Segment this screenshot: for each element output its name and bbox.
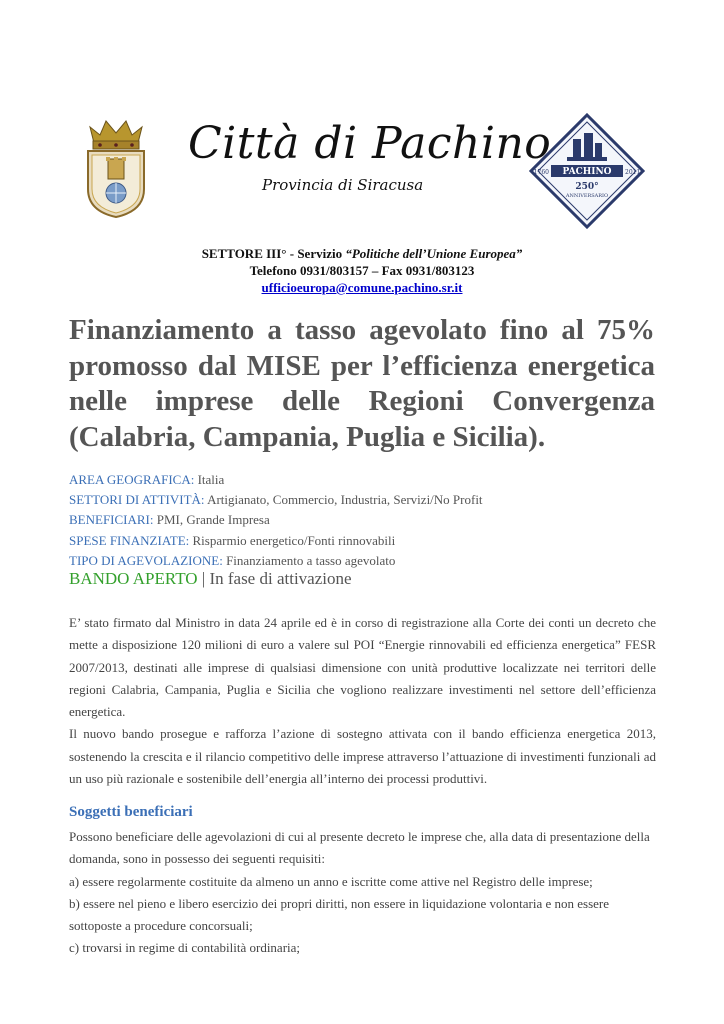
contact-block [0,245,724,296]
coat-of-arms-icon [80,113,152,221]
sector-line [0,245,724,262]
meta-value: Italia [194,472,225,487]
city-name: Città di Pachino [188,118,552,169]
badge-year-left: 1760 [533,169,549,176]
meta-sectors [69,490,669,510]
meta-label: TIPO DI AGEVOLAZIONE: [69,552,223,568]
body-paragraph: Il nuovo bando prosegue e rafforza l’azione di sostegno attivata con il bando efficienza energetica 2013, sostenendo la crescita e il rilancio competitivo delle imprese attraverso l’attuazione di investimenti funzionali ad un uso più razionale e sostenibile dell’energia all’interno dei processi produttivi. [69,726,656,787]
badge-year-right: 2011 [625,169,641,176]
meta-label: SPESE FINANZIATE: [69,532,190,548]
meta-value: Finanziamento a tasso agevolato [222,552,396,568]
meta-label: AREA GEOGRAFICA: [69,472,195,487]
beneficiaries-conditions [69,826,659,960]
meta-area [69,470,669,490]
meta-label: SETTORI DI ATTIVITÀ: [69,492,205,508]
condition-item: b) essere nel pieno e libero esercizio dei propri diritti, non essere in liquidazione volontaria e non essere sottoposte a procedure concorsuali; [69,895,610,934]
body-text [69,612,656,790]
meta-list [69,470,669,571]
meta-expenses [69,531,669,551]
condition-item: a) essere regolarmente costituite da almeno un anno e iscritte come attive nel Registro delle imprese; [69,873,593,889]
meta-label: BENEFICIARI: [69,512,154,528]
bando-detail: In fase di attivazione [209,569,352,588]
anniversary-badge-icon [529,113,645,229]
meta-value: PMI, Grande Impresa [153,512,270,528]
service-name: “Politiche dell’Unione Europea” [345,246,523,261]
province-subtitle: Provincia di Siracusa [262,176,424,194]
bando-open-label: BANDO APERTO [69,569,198,588]
sector-label: SETTORE III° - Servizio [201,246,346,261]
badge-anniversary-number: 250° [575,182,599,192]
body-paragraph: E’ stato firmato dal Ministro in data 24 aprile ed è in corso di registrazione alla Corte dei conti un decreto che mette a disposizione 120 milioni di euro a valere sul POI “Energie rinnovabili ed efficienza energetica” FESR 2007/2013, destinati alle imprese di qualsiasi dimensione con unità produttive localizzate nei territori delle regioni Calabria, Campania, Puglia e Sicilia che vogliono realizzare investimenti nel settore dell’efficienza energetica. [69,615,656,720]
conditions-intro: Possono beneficiare delle agevolazioni di cui al presente decreto le imprese che, alla data di presentazione della domanda, sono in possesso dei seguenti requisiti: [69,829,650,867]
meta-value: Risparmio energetico/Fonti rinnovabili [189,532,396,548]
badge-anniversary-label: ANNIVERSARIO [565,193,609,199]
email-link[interactable]: ufficioeuropa@comune.pachino.sr.it [261,280,463,295]
condition-item: c) trovarsi in regime di contabilità ordinaria; [69,940,301,956]
badge-name: PACHINO [562,167,612,177]
meta-aid-type [69,551,669,571]
bando-status [69,569,352,589]
meta-beneficiaries [69,510,669,530]
bando-separator: | [197,569,210,588]
document-title: Finanziamento a tasso agevolato fino al 75% promosso dal MISE per l’efficienza energetica nelle imprese delle Regioni Convergenza (Calabria, Campania, Puglia e Sicilia). [69,314,655,453]
beneficiaries-heading: Soggetti beneficiari [69,804,193,820]
meta-value: Artigianato, Commercio, Industria, Servizi/No Profit [204,492,483,508]
phone-fax-line: Telefono 0931/803157 – Fax 0931/803123 [249,263,475,278]
